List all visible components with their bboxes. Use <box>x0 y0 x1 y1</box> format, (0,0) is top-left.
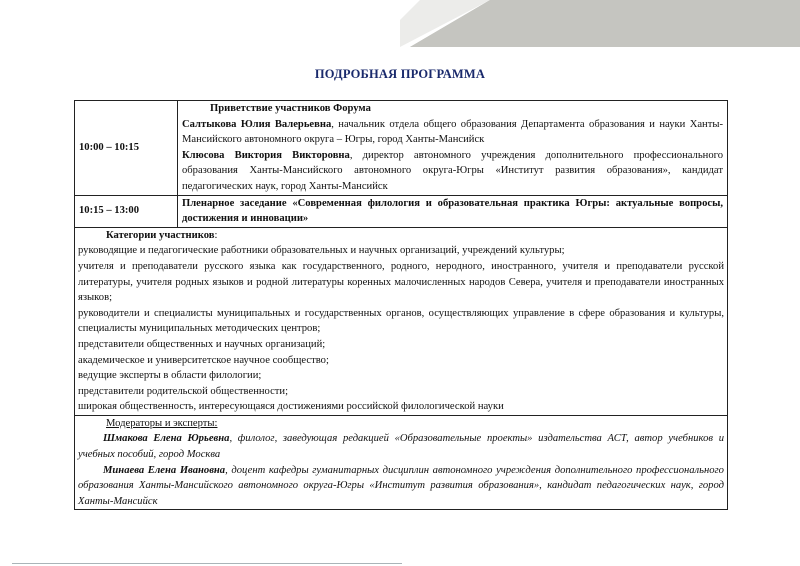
category-item: руководители и специалисты муниципальных и государственных органов, осуществляющих управление в сфере образования и культуры, специалисты муниципальных методических центров; <box>78 307 724 335</box>
speaker-desc: , начальник отдела общего образования Департамента образования и науки Ханты-Мансийского автономного округа – Югры, город Ханты-Мансийск <box>182 118 723 146</box>
category-item: учителя и преподаватели русского языка как государственного, родного, неродного, иностранного, учителя и преподаватели русской литературы, учителя родных языков и родной литературы коренных малочисленных народов Севера, учителя и преподаватели иностранных языков; <box>78 260 724 304</box>
speaker-name: Салтыкова Юлия Валерьевна <box>182 118 332 130</box>
session-heading: Пленарное заседание «Современная филология и образовательная практика Югры: актуальные вопросы, достижения и инновации» <box>178 195 728 227</box>
time-cell: 10:00 – 10:15 <box>75 101 178 196</box>
category-item: руководящие и педагогические работники образовательных и научных организаций, учреждений культуры; <box>78 245 565 257</box>
categories-heading <box>78 228 724 244</box>
category-item: широкая общественность, интересующаяся достижениями российской филологической науки <box>78 401 504 413</box>
speaker-name: Клюсова Виктория Викторовна <box>182 149 350 161</box>
moderator-desc: , доцент кафедры гуманитарных дисциплин автономного учреждения дополнительного профессионального образования Ханты-Мансийского автономного округа-Югры «Институт развития образования», кандидат педагогических наук, город Ханты-Мансийск <box>78 464 724 507</box>
table-row <box>75 101 728 196</box>
moderator <box>78 463 724 510</box>
category-item: представители родительской общественности; <box>78 385 289 397</box>
moderator-name: Шмакова Елена Юрьевна <box>103 433 230 445</box>
speaker <box>182 148 723 195</box>
moderator-desc: , филолог, заведующая редакцией «Образовательные проекты» издательства АСТ, автор учебников и учебных пособий, город Москва <box>78 433 724 461</box>
categories-cell <box>75 227 728 415</box>
speaker <box>182 117 723 148</box>
categories-label: Категории участников <box>106 229 215 241</box>
program-table <box>74 100 728 510</box>
session-cell <box>178 101 728 196</box>
footer-divider <box>12 563 402 564</box>
header-decoration <box>0 0 800 47</box>
moderator-name: Минаева Елена Ивановна <box>103 464 226 476</box>
table-row <box>75 195 728 227</box>
category-item: представители общественных и научных организаций; <box>78 338 326 350</box>
table-row <box>75 227 728 415</box>
speaker-desc: , директор автономного учреждения дополнительного профессионального образования Ханты-Мансийского автономного округа-Югры «Институт развития образования», кандидат педагогических наук, город Ханты-Мансийск <box>182 149 723 192</box>
moderator <box>78 431 724 462</box>
page-title: ПОДРОБНАЯ ПРОГРАММА <box>314 67 486 81</box>
category-item: академическое и университетское научное сообщество; <box>78 354 329 366</box>
moderators-heading: Модераторы и эксперты: <box>106 417 218 429</box>
colon: : <box>214 229 218 241</box>
table-row <box>75 415 728 510</box>
category-item: ведущие эксперты в области филологии; <box>78 370 262 382</box>
time-cell: 10:15 – 13:00 <box>75 195 178 227</box>
moderators-cell <box>75 415 728 510</box>
session-heading: Приветствие участников Форума <box>210 103 371 114</box>
